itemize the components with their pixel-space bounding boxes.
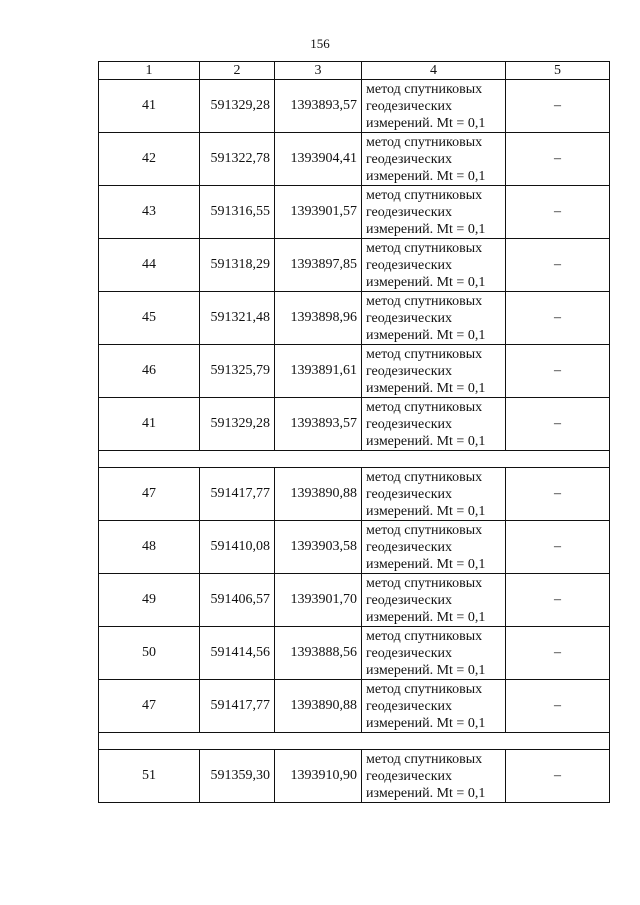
method-line: метод спутниковых [366, 293, 483, 309]
method-line: измерений. Mt = 0,1 [366, 168, 486, 184]
method-line: геодезических [366, 98, 453, 114]
method-line: метод спутниковых [366, 134, 483, 150]
y-coordinate-cell: 1393893,57 [275, 80, 362, 133]
point-number-cell: 45 [99, 292, 200, 345]
method-line: измерений. Mt = 0,1 [366, 327, 486, 343]
x-coordinate-cell: 591329,28 [200, 398, 275, 451]
table-body [99, 80, 610, 803]
method-cell [362, 80, 506, 133]
x-coordinate-cell: 591322,78 [200, 133, 275, 186]
dash-cell: – [506, 574, 610, 627]
method-line: метод спутниковых [366, 575, 483, 591]
method-line: измерений. Mt = 0,1 [366, 715, 486, 731]
method-line: геодезических [366, 363, 453, 379]
dash-cell: – [506, 521, 610, 574]
method-line: измерений. Mt = 0,1 [366, 662, 486, 678]
dash-cell: – [506, 292, 610, 345]
y-coordinate-cell: 1393901,57 [275, 186, 362, 239]
header-col-4: 4 [362, 62, 506, 80]
group-separator-row [99, 451, 610, 468]
x-coordinate-cell: 591410,08 [200, 521, 275, 574]
dash-cell: – [506, 80, 610, 133]
y-coordinate-cell: 1393901,70 [275, 574, 362, 627]
y-coordinate-cell: 1393910,90 [275, 750, 362, 803]
y-coordinate-cell: 1393898,96 [275, 292, 362, 345]
method-line: измерений. Mt = 0,1 [366, 556, 486, 572]
y-coordinate-cell: 1393891,61 [275, 345, 362, 398]
method-line: метод спутниковых [366, 628, 483, 644]
method-cell [362, 239, 506, 292]
table-row [99, 574, 610, 627]
method-cell [362, 680, 506, 733]
header-col-2: 2 [200, 62, 275, 80]
method-line: метод спутниковых [366, 81, 483, 97]
table-row [99, 133, 610, 186]
method-line: геодезических [366, 416, 453, 432]
point-number-cell: 51 [99, 750, 200, 803]
page-number: 156 [310, 36, 330, 51]
point-number-cell: 43 [99, 186, 200, 239]
dash-cell: – [506, 398, 610, 451]
x-coordinate-cell: 591417,77 [200, 680, 275, 733]
table-row [99, 398, 610, 451]
method-line: метод спутниковых [366, 346, 483, 362]
point-number-cell: 48 [99, 521, 200, 574]
x-coordinate-cell: 591316,55 [200, 186, 275, 239]
table-row [99, 292, 610, 345]
method-line: измерений. Mt = 0,1 [366, 433, 486, 449]
dash-cell: – [506, 468, 610, 521]
coordinates-table [98, 61, 610, 803]
header-col-5: 5 [506, 62, 610, 80]
header-col-3: 3 [275, 62, 362, 80]
method-line: измерений. Mt = 0,1 [366, 115, 486, 131]
method-line: геодезических [366, 151, 453, 167]
method-line: измерений. Mt = 0,1 [366, 221, 486, 237]
x-coordinate-cell: 591318,29 [200, 239, 275, 292]
x-coordinate-cell: 591329,28 [200, 80, 275, 133]
group-separator-row [99, 733, 610, 750]
y-coordinate-cell: 1393904,41 [275, 133, 362, 186]
method-line: геодезических [366, 257, 453, 273]
method-line: измерений. Mt = 0,1 [366, 785, 486, 801]
dash-cell: – [506, 345, 610, 398]
method-cell [362, 292, 506, 345]
point-number-cell: 46 [99, 345, 200, 398]
y-coordinate-cell: 1393897,85 [275, 239, 362, 292]
method-cell [362, 750, 506, 803]
table-row [99, 521, 610, 574]
table-row [99, 239, 610, 292]
y-coordinate-cell: 1393890,88 [275, 680, 362, 733]
point-number-cell: 47 [99, 680, 200, 733]
dash-cell: – [506, 627, 610, 680]
method-line: метод спутниковых [366, 399, 483, 415]
method-line: геодезических [366, 486, 453, 502]
table-header [99, 62, 610, 80]
method-cell [362, 627, 506, 680]
x-coordinate-cell: 591414,56 [200, 627, 275, 680]
x-coordinate-cell: 591359,30 [200, 750, 275, 803]
table-row [99, 345, 610, 398]
header-row [99, 62, 610, 80]
y-coordinate-cell: 1393903,58 [275, 521, 362, 574]
method-line: измерений. Mt = 0,1 [366, 274, 486, 290]
y-coordinate-cell: 1393888,56 [275, 627, 362, 680]
dash-cell: – [506, 750, 610, 803]
method-line: измерений. Mt = 0,1 [366, 609, 486, 625]
y-coordinate-cell: 1393893,57 [275, 398, 362, 451]
method-line: геодезических [366, 204, 453, 220]
point-number-cell: 41 [99, 80, 200, 133]
method-line: геодезических [366, 645, 453, 661]
method-line: метод спутниковых [366, 187, 483, 203]
point-number-cell: 44 [99, 239, 200, 292]
table-row [99, 186, 610, 239]
method-line: геодезических [366, 310, 453, 326]
method-line: метод спутниковых [366, 240, 483, 256]
x-coordinate-cell: 591406,57 [200, 574, 275, 627]
method-line: метод спутниковых [366, 681, 483, 697]
table-row [99, 80, 610, 133]
method-line: метод спутниковых [366, 469, 483, 485]
method-line: метод спутниковых [366, 751, 483, 767]
dash-cell: – [506, 680, 610, 733]
x-coordinate-cell: 591321,48 [200, 292, 275, 345]
table-row [99, 680, 610, 733]
point-number-cell: 50 [99, 627, 200, 680]
method-line: геодезических [366, 539, 453, 555]
method-cell [362, 398, 506, 451]
table-row [99, 627, 610, 680]
y-coordinate-cell: 1393890,88 [275, 468, 362, 521]
method-line: геодезических [366, 768, 453, 784]
method-cell [362, 574, 506, 627]
dash-cell: – [506, 133, 610, 186]
method-line: геодезических [366, 592, 453, 608]
method-cell [362, 468, 506, 521]
table-row [99, 750, 610, 803]
method-cell [362, 186, 506, 239]
group-separator-cell [99, 733, 610, 750]
method-line: метод спутниковых [366, 522, 483, 538]
dash-cell: – [506, 186, 610, 239]
group-separator-cell [99, 451, 610, 468]
method-line: измерений. Mt = 0,1 [366, 380, 486, 396]
method-line: измерений. Mt = 0,1 [366, 503, 486, 519]
method-cell [362, 133, 506, 186]
method-cell [362, 521, 506, 574]
point-number-cell: 49 [99, 574, 200, 627]
x-coordinate-cell: 591325,79 [200, 345, 275, 398]
header-col-1: 1 [99, 62, 200, 80]
point-number-cell: 41 [99, 398, 200, 451]
dash-cell: – [506, 239, 610, 292]
method-cell [362, 345, 506, 398]
table-row [99, 468, 610, 521]
method-line: геодезических [366, 698, 453, 714]
x-coordinate-cell: 591417,77 [200, 468, 275, 521]
point-number-cell: 47 [99, 468, 200, 521]
point-number-cell: 42 [99, 133, 200, 186]
